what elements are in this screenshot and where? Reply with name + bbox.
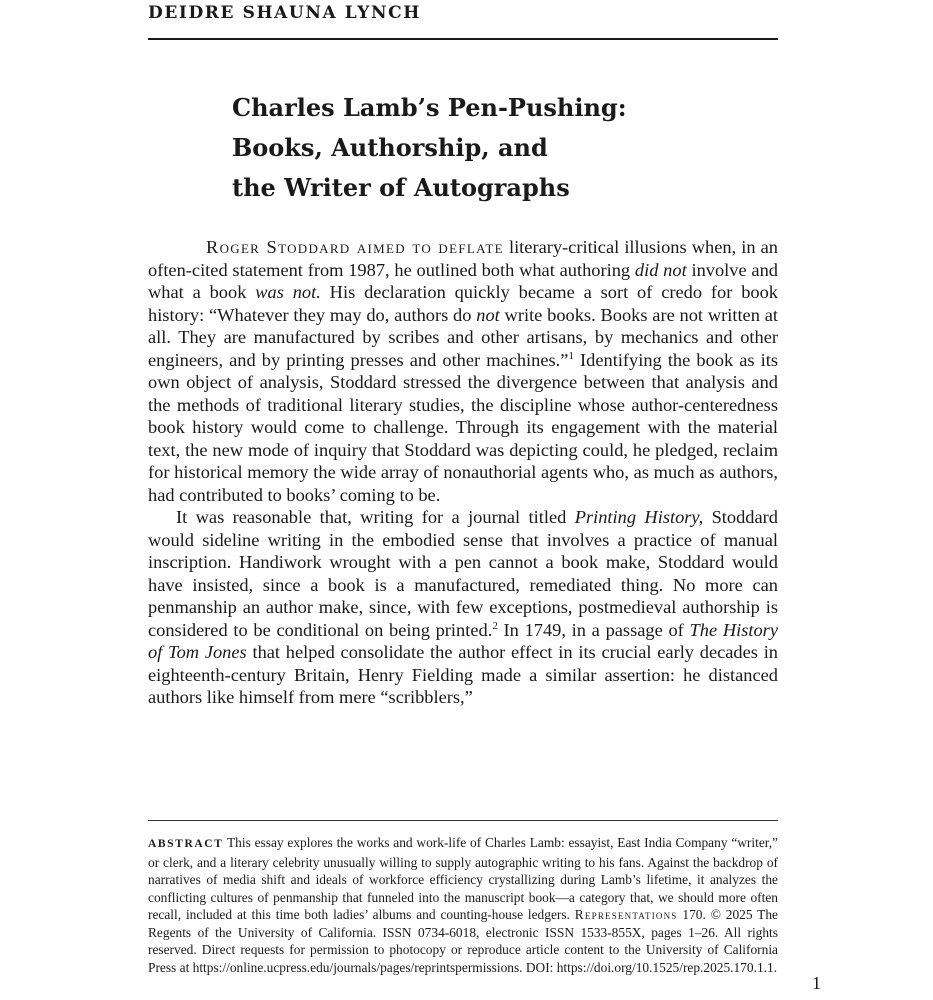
running-head-author: DEIDRE SHAUNA LYNCH bbox=[148, 3, 421, 23]
abstract-text: This essay explores the works and work-life of Charles Lamb: essayist, East India Company “writer,” or clerk, and a literary celebrity unusually willing to supply autographic writing to his fans. Against the backdrop of narratives of media shift and ideals of workforce efficiency crystallizing during Lamb’s lifetime, it analyzes the conflicting cultures of penmanship that funneled into the manuscript book—a category that, we should more often recall, included at this time both ladies’ albums and counting-house ledgers. bbox=[148, 835, 778, 922]
abstract-block bbox=[148, 834, 778, 976]
title-line-1: Charles Lamb’s Pen-Pushing: bbox=[232, 93, 627, 122]
body-text-run: It was reasonable that, writing for a journal titled bbox=[176, 507, 575, 527]
article-title bbox=[232, 88, 778, 208]
title-line-3: the Writer of Autographs bbox=[232, 173, 570, 202]
footnote-ref-1[interactable]: 1 bbox=[568, 349, 574, 362]
body-text-run: write books. Books are not written at all. They are manufactured by scribes and other artisans, by mechanics and other engineers, and by printing presses and other machines.” bbox=[148, 304, 778, 370]
journal-title-italic: Printing History, bbox=[574, 507, 704, 527]
emphasis: did not bbox=[634, 259, 687, 280]
journal-name: Representations bbox=[574, 907, 678, 922]
body-text-run: His declaration quickly became a sort of credo for book history: “Whatever they may do, authors do bbox=[148, 282, 778, 325]
body-text-run: Stoddard would sideline writing in the embodied sense that involves a practice of manual inscription. Handiwork wrought with a pen cannot a book make, Stoddard would have insisted, since a book is a manufactured, remediated thing. No more can penmanship an author make, since, with few exceptions, postmedieval authorship is considered to be conditional on being printed. bbox=[148, 507, 778, 640]
emphasis: not bbox=[476, 304, 500, 325]
book-title-italic: The History of Tom Jones bbox=[148, 619, 778, 662]
abstract-rule bbox=[148, 820, 778, 821]
body-paragraph-2 bbox=[148, 506, 778, 709]
header-rule bbox=[148, 38, 778, 40]
emphasis: was not. bbox=[255, 282, 321, 302]
body-text-run: Identifying the book as its own object of analysis, Stoddard stressed the divergence between that analysis and the methods of traditional literary studies, the discipline whose author-centeredness book history would come to challenge. Through its engagement with the material text, the new mode of inquiry that Stoddard was depicting could, he pledged, reclaim for historical memory the wide array of nonauthorial agents who, as much as authors, had contributed to books’ coming to be. bbox=[148, 349, 778, 505]
body-text-run: literary-critical illusions when, in an often-cited statement from 1987, he outlined both what authoring bbox=[148, 237, 778, 280]
body-text-run: In 1749, in a passage of bbox=[497, 619, 690, 640]
body-text-run: involve and what a book bbox=[148, 259, 778, 302]
body-text-run: that helped consolidate the author effect in its crucial early decades in eighteenth-century Britain, Henry Fielding made a similar assertion: he distanced authors like himself from mere “scribblers,” bbox=[148, 642, 779, 707]
body-paragraph-1 bbox=[148, 236, 778, 506]
abstract-label: ABSTRACT bbox=[148, 838, 224, 850]
abstract-text: 170. © 2025 The Regents of the University of California. ISSN 0734-6018, electronic ISSN 1533-855X, pages 1–26. All rights reserved. Direct requests for permission to photocopy or reproduce article content to the University of California Press at https://online.ucpress.edu/journals/pages/reprintspermissions. DOI: https://doi.org/10.1525/rep.2025.170.1.1. bbox=[148, 907, 779, 975]
article-body bbox=[148, 236, 778, 709]
page-number: 1 bbox=[812, 973, 821, 993]
footnote-ref-2[interactable]: 2 bbox=[492, 619, 498, 632]
opening-small-caps: Roger Stoddard aimed to deflate bbox=[206, 237, 504, 257]
title-line-2: Books, Authorship, and bbox=[232, 133, 548, 162]
